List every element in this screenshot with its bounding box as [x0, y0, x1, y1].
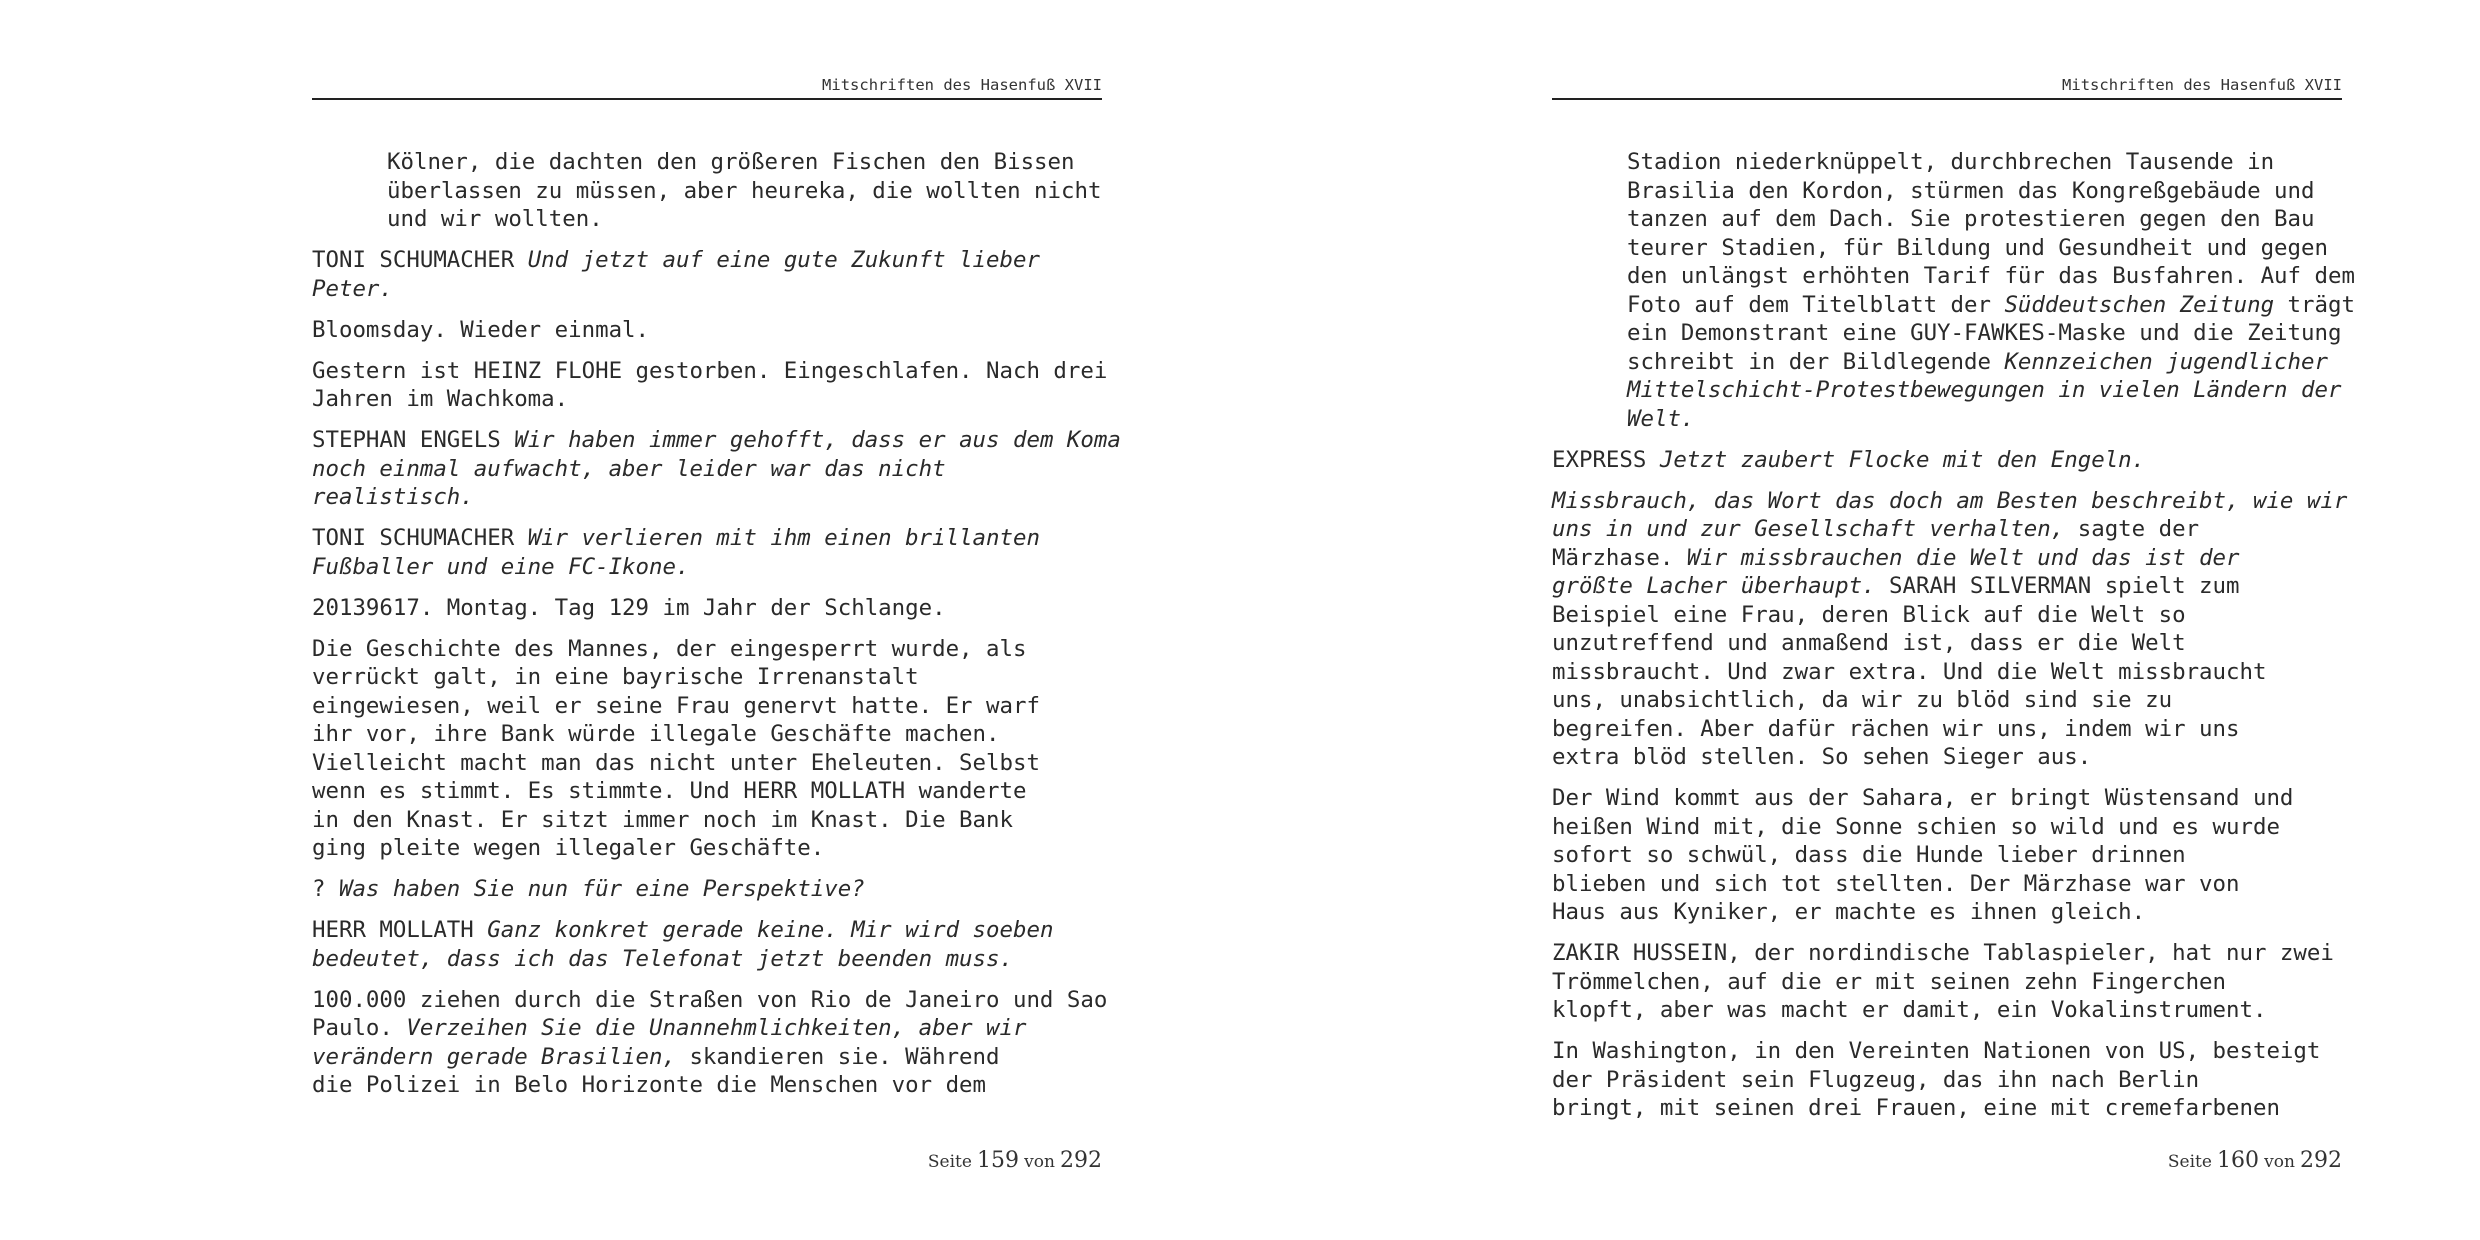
page-number-footer	[312, 1148, 1102, 1173]
text-line: klopft, aber was macht er damit, ein Vokalinstrument.	[1552, 997, 2267, 1023]
text-line: In Washington, in den Vereinten Nationen von US, besteigt	[1552, 1038, 2321, 1064]
text-line: uns, unabsichtlich, da wir zu blöd sind sie zu	[1552, 687, 2173, 713]
text-line: den unlängst erhöhten Tarif für das Busfahren. Auf dem	[1627, 263, 2355, 289]
text-line: Brasilia den Kordon, stürmen das Kongreßgebäude und	[1627, 177, 2315, 204]
footer-seite-label: Seite	[2167, 1152, 2212, 1172]
quote-text: Missbrauch, das Wort das doch am Besten beschreibt, wie wir	[1552, 487, 2348, 514]
text-line: wenn es stimmt. Es stimmte. Und HERR MOLLATH wanderte	[312, 778, 1027, 804]
text-line: heißen Wind mit, die Sonne schien so wild und es wurde	[1552, 813, 2280, 840]
paragraph	[1552, 1037, 2352, 1123]
paragraph	[1552, 148, 2355, 433]
quote-text: verändern gerade Brasilien,	[312, 1043, 676, 1070]
speaker-name: STEPHAN ENGELS	[312, 427, 515, 453]
text-line: 100.000 ziehen durch die Straßen von Rio de Janeiro und Sao	[312, 986, 1108, 1013]
paragraph	[312, 316, 1112, 345]
quote-text: Kennzeichen jugendlicher	[2004, 348, 2328, 375]
text-line: Trömmelchen, auf die er mit seinen zehn Fingerchen	[1552, 968, 2227, 995]
speaker-name: TONI SCHUMACHER	[312, 247, 528, 273]
quote-text: Wir haben immer gehofft, dass er aus dem Koma	[514, 427, 1121, 453]
text-line: ging pleite wegen illegaler Geschäfte.	[312, 835, 825, 861]
text-line: ein Demonstrant eine GUY-FAWKES-Maske und die Zeitung	[1627, 320, 2342, 346]
footer-von-label: von	[1024, 1152, 1055, 1172]
quote-text: Jetzt zaubert Flocke mit den Engeln.	[1659, 446, 2146, 473]
quote-text: Welt.	[1627, 405, 1695, 432]
text-line: und wir wollten.	[387, 206, 603, 232]
quote-paragraph	[1552, 446, 2352, 475]
footer-von-label: von	[2264, 1152, 2295, 1172]
page-body	[1552, 148, 2355, 1135]
header-rule	[1552, 98, 2342, 100]
text-segment: skandieren sie. Während	[675, 1043, 1000, 1070]
text-line: 20139617. Montag. Tag 129 im Jahr der Schlange.	[312, 594, 946, 621]
text-segment: Märzhase.	[1552, 544, 1687, 571]
text-segment: SARAH SILVERMAN spielt zum	[1875, 573, 2240, 599]
quote-text: Ganz konkret gerade keine. Mir wird soeben	[487, 917, 1054, 943]
question-marker: ?	[312, 876, 339, 902]
text-line: begreifen. Aber dafür rächen wir uns, indem wir uns	[1552, 715, 2240, 742]
text-line: in den Knast. Er sitzt immer noch im Knast. Die Bank	[312, 806, 1013, 833]
quote-text: Wir missbrauchen die Welt und das ist der	[1686, 544, 2240, 571]
quote-paragraph	[312, 524, 1112, 581]
speaker-name: EXPRESS	[1552, 446, 1660, 473]
text-segment: trägt	[2274, 291, 2355, 318]
text-line: Stadion niederknüppelt, durchbrechen Tausende in	[1627, 149, 2275, 175]
text-line: der Präsident sein Flugzeug, das ihn nach Berlin	[1552, 1066, 2200, 1093]
text-line: blieben und sich tot stellten. Der Märzhase war von	[1552, 870, 2240, 897]
page-total: 292	[2300, 1148, 2342, 1173]
quote-text: Peter.	[312, 275, 393, 302]
text-line: Beispiel eine Frau, deren Blick auf die Welt so	[1552, 601, 2186, 628]
paragraph	[312, 635, 1112, 863]
paragraph	[312, 357, 1112, 414]
text-segment: Foto auf dem Titelblatt der	[1627, 291, 2005, 318]
text-line: ZAKIR HUSSEIN, der nordindische Tablaspieler, hat nur zwei	[1552, 940, 2334, 966]
question-paragraph	[312, 875, 1112, 904]
text-line: ihr vor, ihre Bank würde illegale Geschäfte machen.	[312, 721, 1000, 747]
text-segment: schreibt in der Bildlegende	[1627, 348, 2005, 375]
quote-text: realistisch.	[312, 484, 474, 510]
header-rule	[312, 98, 1102, 100]
paragraph	[1552, 939, 2352, 1025]
text-line: Haus aus Kyniker, er machte es ihnen gleich.	[1552, 899, 2146, 925]
quote-paragraph	[312, 246, 1112, 303]
running-header: Mitschriften des Hasenfuß XVII	[2062, 76, 2342, 94]
quote-text: bedeutet, dass ich das Telefonat jetzt beenden muss.	[312, 945, 1013, 972]
page-number: 159	[977, 1148, 1020, 1173]
text-line: Die Geschichte des Mannes, der eingesperrt wurde, als	[312, 635, 1027, 662]
quote-text: Wir verlieren mit ihm einen brillanten	[527, 525, 1040, 551]
quote-text: größte Lacher überhaupt.	[1552, 573, 1876, 599]
text-line: Kölner, die dachten den größeren Fischen den Bissen	[387, 149, 1075, 175]
quote-paragraph	[312, 916, 1112, 973]
text-line: missbraucht. Und zwar extra. Und die Welt missbraucht	[1552, 658, 2267, 685]
text-segment: sagte der	[2064, 516, 2200, 542]
text-line: verrückt galt, in eine bayrische Irrenanstalt	[312, 664, 919, 690]
text-segment: Paulo.	[312, 1015, 407, 1041]
quote-text: noch einmal aufwacht, aber leider war das nicht	[312, 455, 946, 482]
page-body	[312, 148, 1121, 1112]
paragraph	[312, 148, 1112, 234]
quote-text: uns in und zur Gesellschaft verhalten,	[1552, 516, 2065, 542]
newspaper-title: Süddeutschen Zeitung	[2004, 291, 2275, 318]
quote-text: Und jetzt auf eine gute Zukunft lieber	[527, 247, 1040, 273]
page-number: 160	[2217, 1148, 2260, 1173]
text-line: Gestern ist HEINZ FLOHE gestorben. Eingeschlafen. Nach drei	[312, 357, 1108, 384]
text-line: extra blöd stellen. So sehen Sieger aus.	[1552, 744, 2092, 770]
quote-text: Mittelschicht-Protestbewegungen in vielen Ländern der	[1627, 377, 2342, 403]
right-page	[1240, 0, 2480, 1240]
footer-seite-label: Seite	[927, 1152, 972, 1172]
running-header: Mitschriften des Hasenfuß XVII	[822, 76, 1102, 94]
text-line: bringt, mit seinen drei Frauen, eine mit cremefarbenen	[1552, 1095, 2280, 1121]
page-number-footer	[1552, 1148, 2342, 1173]
text-line: unzutreffend und anmaßend ist, dass er die Welt	[1552, 630, 2186, 656]
quote-text: Fußballer und eine FC-Ikone.	[312, 553, 690, 580]
text-line: Jahren im Wachkoma.	[312, 386, 569, 412]
question-text: Was haben Sie nun für eine Perspektive?	[338, 876, 865, 902]
paragraph	[312, 986, 1112, 1100]
quote-paragraph	[312, 426, 1121, 512]
paragraph	[1552, 784, 2352, 927]
text-line: überlassen zu müssen, aber heureka, die wollten nicht	[387, 177, 1102, 204]
page-total: 292	[1060, 1148, 1102, 1173]
text-line: die Polizei in Belo Horizonte die Menschen vor dem	[312, 1072, 987, 1098]
text-line: eingewiesen, weil er seine Frau genervt hatte. Er warf	[312, 692, 1040, 719]
text-line: Bloomsday. Wieder einmal.	[312, 316, 650, 343]
paragraph	[1552, 487, 2352, 772]
text-line: sofort so schwül, dass die Hunde lieber drinnen	[1552, 842, 2186, 868]
paragraph	[312, 594, 1112, 623]
speaker-name: HERR MOLLATH	[312, 917, 488, 943]
quote-text: Verzeihen Sie die Unannehmlichkeiten, aber wir	[406, 1015, 1027, 1041]
text-line: teurer Stadien, für Bildung und Gesundheit und gegen	[1627, 234, 2328, 261]
text-line: tanzen auf dem Dach. Sie protestieren gegen den Bau	[1627, 206, 2315, 232]
text-line: Vielleicht macht man das nicht unter Eheleuten. Selbst	[312, 749, 1040, 776]
speaker-name: TONI SCHUMACHER	[312, 525, 528, 551]
text-line: Der Wind kommt aus der Sahara, er bringt Wüstensand und	[1552, 785, 2294, 811]
